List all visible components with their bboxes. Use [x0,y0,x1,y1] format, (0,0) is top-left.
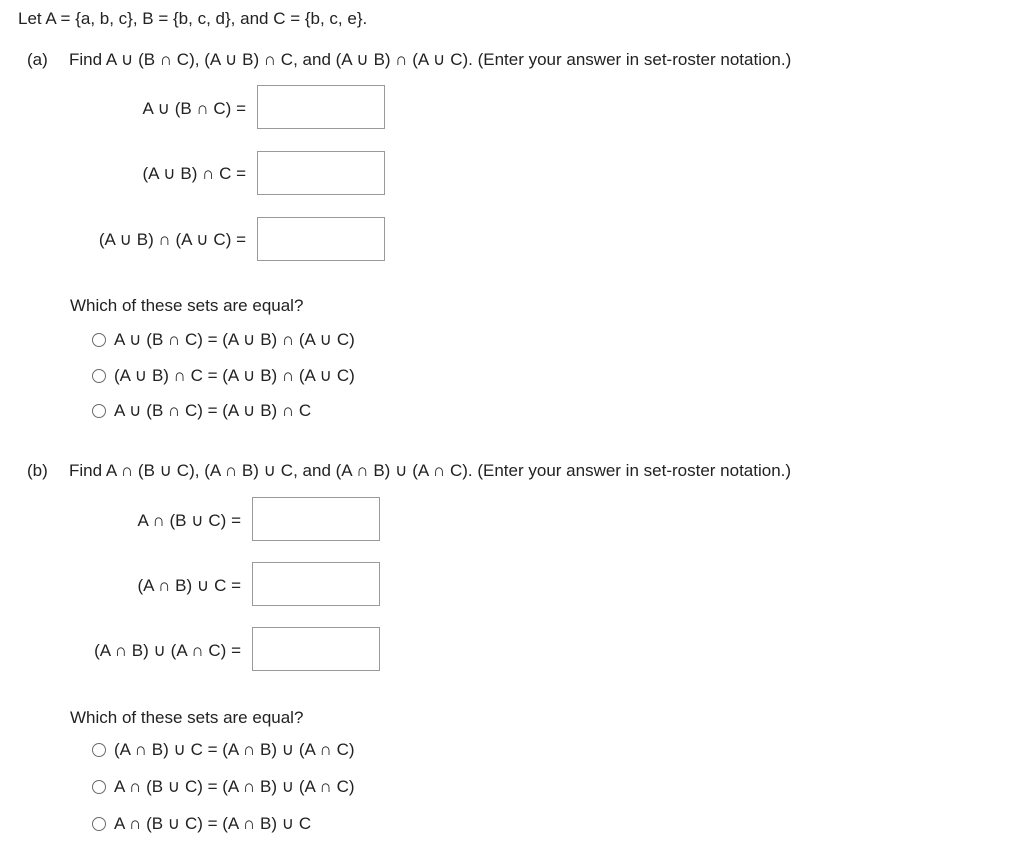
part-b-letter: (b) [27,461,48,480]
part-b-option-1[interactable] [92,740,355,760]
part-a-expr-2: (A ∪ B) ∩ C = [142,164,246,183]
part-a-prompt: Find A ∪ (B ∩ C), (A ∪ B) ∩ C, and (A ∪ B) ∩ (A ∪ C). (Enter your answer in set-roster notation.) [69,50,792,69]
part-b-expr-2: (A ∩ B) ∪ C = [137,576,241,595]
radio-button-icon[interactable] [92,404,106,418]
part-b-option-2[interactable] [92,777,355,797]
part-a-option-3-label: A ∪ (B ∩ C) = (A ∪ B) ∩ C [114,401,312,420]
problem-intro: Let A = {a, b, c}, B = {b, c, d}, and C = {b, c, e}. [18,9,368,28]
part-b-option-3[interactable] [92,814,311,834]
part-a-option-2[interactable] [92,366,355,386]
part-b-option-3-label: A ∩ (B ∪ C) = (A ∩ B) ∪ C [114,814,312,833]
part-b-option-1-label: (A ∩ B) ∪ C = (A ∩ B) ∪ (A ∩ C) [114,740,355,759]
part-a-expr-3: (A ∪ B) ∩ (A ∪ C) = [98,230,246,249]
part-b-answer-1-input[interactable] [252,497,380,541]
part-b-expr-3: (A ∩ B) ∪ (A ∩ C) = [94,641,241,660]
part-a-option-2-label: (A ∪ B) ∩ C = (A ∪ B) ∩ (A ∪ C) [114,366,355,385]
part-b-question: Which of these sets are equal? [70,708,304,727]
radio-button-icon[interactable] [92,369,106,383]
part-a-letter: (a) [27,50,48,69]
part-a-answer-1-input[interactable] [257,85,385,129]
part-a-option-1[interactable] [92,330,355,350]
radio-button-icon[interactable] [92,743,106,757]
part-a-option-1-label: A ∪ (B ∩ C) = (A ∪ B) ∩ (A ∪ C) [114,330,355,349]
radio-button-icon[interactable] [92,780,106,794]
radio-button-icon[interactable] [92,333,106,347]
part-a-option-3[interactable] [92,401,311,421]
part-b-expr-1: A ∩ (B ∪ C) = [137,511,241,530]
part-b-prompt: Find A ∩ (B ∪ C), (A ∩ B) ∪ C, and (A ∩ B) ∪ (A ∩ C). (Enter your answer in set-roster notation.) [69,461,792,480]
radio-button-icon[interactable] [92,817,106,831]
part-a-expr-1: A ∪ (B ∩ C) = [142,99,246,118]
part-a-answer-3-input[interactable] [257,217,385,261]
part-b-option-2-label: A ∩ (B ∪ C) = (A ∩ B) ∪ (A ∩ C) [114,777,355,796]
part-b-answer-3-input[interactable] [252,627,380,671]
part-b-answer-2-input[interactable] [252,562,380,606]
part-a-question: Which of these sets are equal? [70,296,304,315]
part-a-answer-2-input[interactable] [257,151,385,195]
